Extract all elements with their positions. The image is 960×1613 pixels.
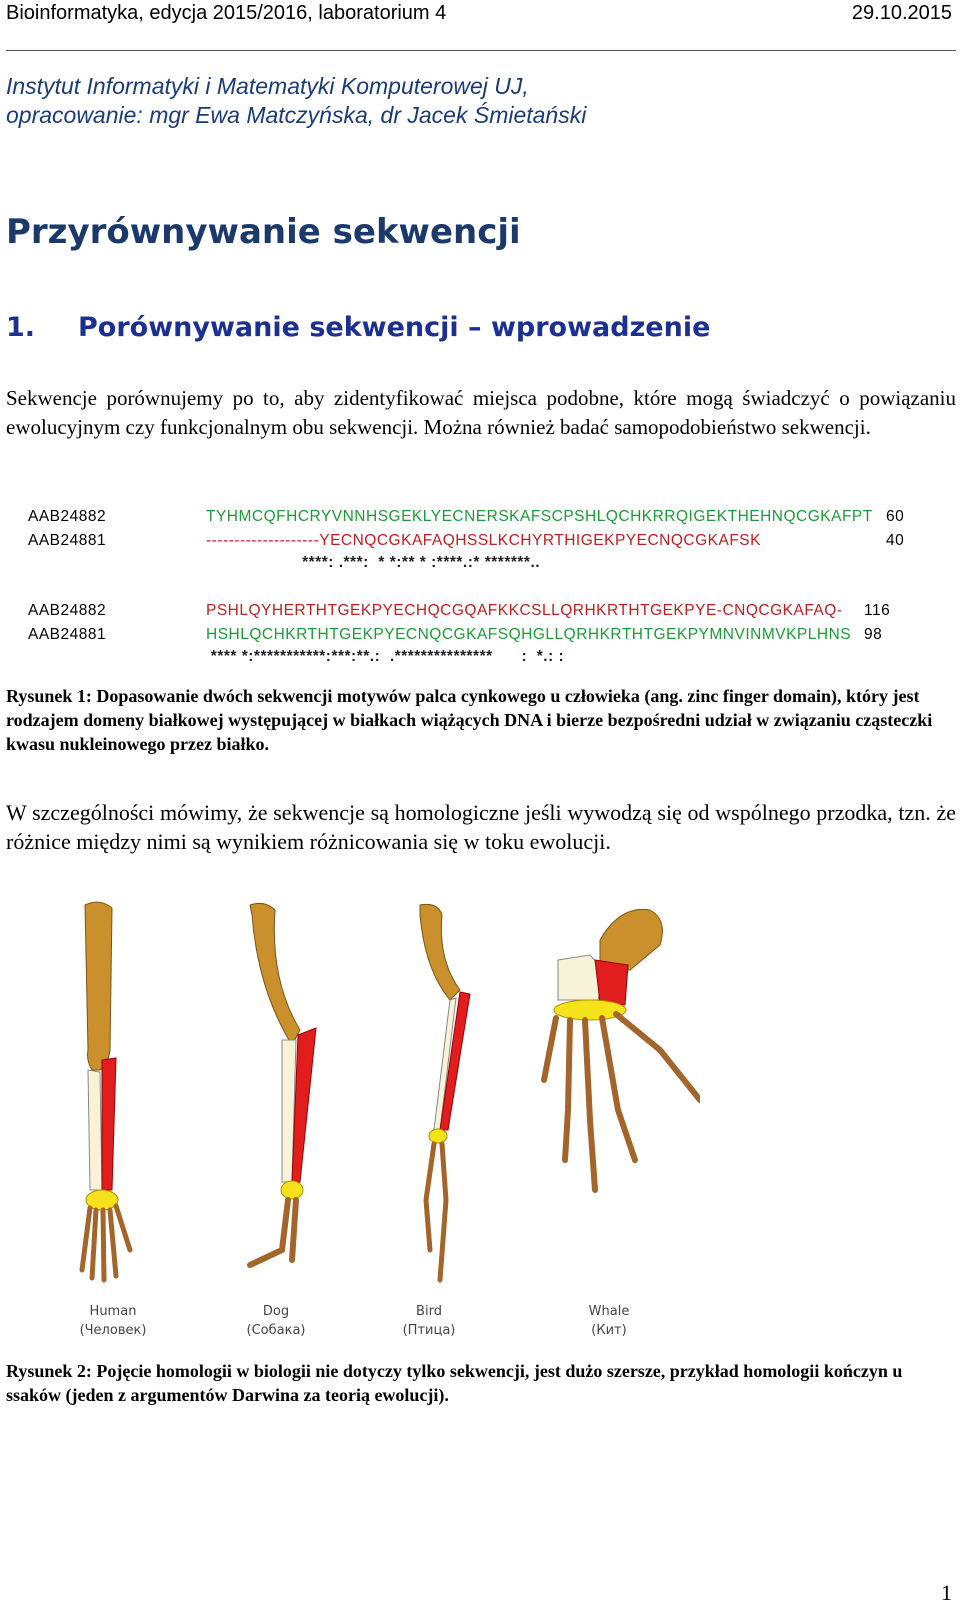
- label-human: Human (Человек): [79, 1304, 147, 1338]
- institute-block: [6, 72, 586, 130]
- seq-residues: TYHMCQFHCRYVNNHSGEKLYECNERSKAFSCPSHLQCHKRRQIGEKTHEHNQCGKAFPT: [206, 508, 873, 525]
- human-limb: [82, 902, 130, 1280]
- label-dog: Dog (Собака): [246, 1304, 306, 1338]
- page-title: Przyrównywanie sekwencji: [6, 212, 521, 252]
- seq-residues: PSHLQYHERTHTGEKPYECHQCGQAFKKCSLLQRHKRTHTGEKPYE-CNQCGKAFAQ-: [206, 602, 843, 619]
- page-number: 1: [941, 1580, 952, 1605]
- intro-paragraph: Sekwencje porównujemy po to, aby zidentyfikować miejsca podobne, które mogą świadczyć o powiązaniu ewolucyjnym czy funkcjonalnym obu sekwencji. Można również badać samopodobieństwo sekwencji.: [6, 386, 956, 439]
- header-date: 29.10.2015: [851, 2, 952, 24]
- bird-limb: [420, 904, 470, 1280]
- seq-position: 40: [886, 532, 905, 549]
- label-whale: Whale (Кит): [588, 1304, 630, 1338]
- seq-id: AAB24881: [28, 532, 107, 549]
- header-divider: [6, 50, 956, 51]
- section-heading: [6, 312, 710, 343]
- seq-position: 116: [864, 602, 891, 619]
- seq-residues: HSHLQCHKRTHTGEKPYECNQCGKAFSQHGLLQRHKRTHTGEKPYMNVINMVKPLHNS: [206, 626, 852, 643]
- seq-position: 60: [886, 508, 905, 525]
- authors-line: opracowanie: mgr Ewa Matczyńska, dr Jacek Śmietański: [6, 102, 587, 128]
- seq-id: AAB24882: [28, 508, 107, 525]
- dog-limb: [250, 903, 316, 1265]
- section-title: Porównywanie sekwencji – wprowadzenie: [78, 312, 711, 343]
- seq-id: AAB24881: [28, 626, 107, 643]
- consensus-line: **** *:***********:***:**.: .*************** : *.: :: [206, 648, 565, 665]
- header-course: Bioinformatyka, edycja 2015/2016, laboratorium 4: [6, 2, 447, 24]
- sequence-alignment: [28, 508, 948, 678]
- whale-limb: [544, 909, 700, 1190]
- figure2-caption: Rysunek 2: Pojęcie homologii w biologii nie dotyczy tylko sekwencji, jest dużo szersze, przykład homologii kończyn u ssaków (jeden z argumentów Darwina za teorią ewolucji).: [6, 1361, 903, 1405]
- seq-residues: --------------------YECNQCGKAFAQHSSLKCHYRTHIGEKPYECNQCGKAFSK: [206, 532, 761, 549]
- limb-homology-figure: [60, 900, 700, 1340]
- homology-paragraph: W szczególności mówimy, że sekwencje są homologiczne jeśli wywodzą się od wspólnego przodka, tzn. że różnice między nimi są wynikiem różnicowania się w toku ewolucji.: [6, 800, 956, 854]
- figure1-caption: Rysunek 1: Dopasowanie dwóch sekwencji motywów palca cynkowego u człowieka (ang. zinc finger domain), który jest rodzajem domeny białkowej występującej w białkach wiążących DNA i bierze bezpośredni udział w związaniu cząsteczki kwasu nukleinowego przez białko.: [6, 686, 933, 754]
- seq-position: 98: [864, 626, 883, 643]
- section-number: 1.: [6, 312, 36, 343]
- limb-illustration: [60, 900, 700, 1300]
- seq-id: AAB24882: [28, 602, 107, 619]
- consensus-line: ****: .***: * *:** * :****.:* *******..: [206, 554, 541, 571]
- label-bird: Bird (Птица): [402, 1304, 456, 1338]
- page-header: [0, 0, 960, 30]
- institute-line: Instytut Informatyki i Matematyki Komputerowej UJ,: [6, 73, 529, 99]
